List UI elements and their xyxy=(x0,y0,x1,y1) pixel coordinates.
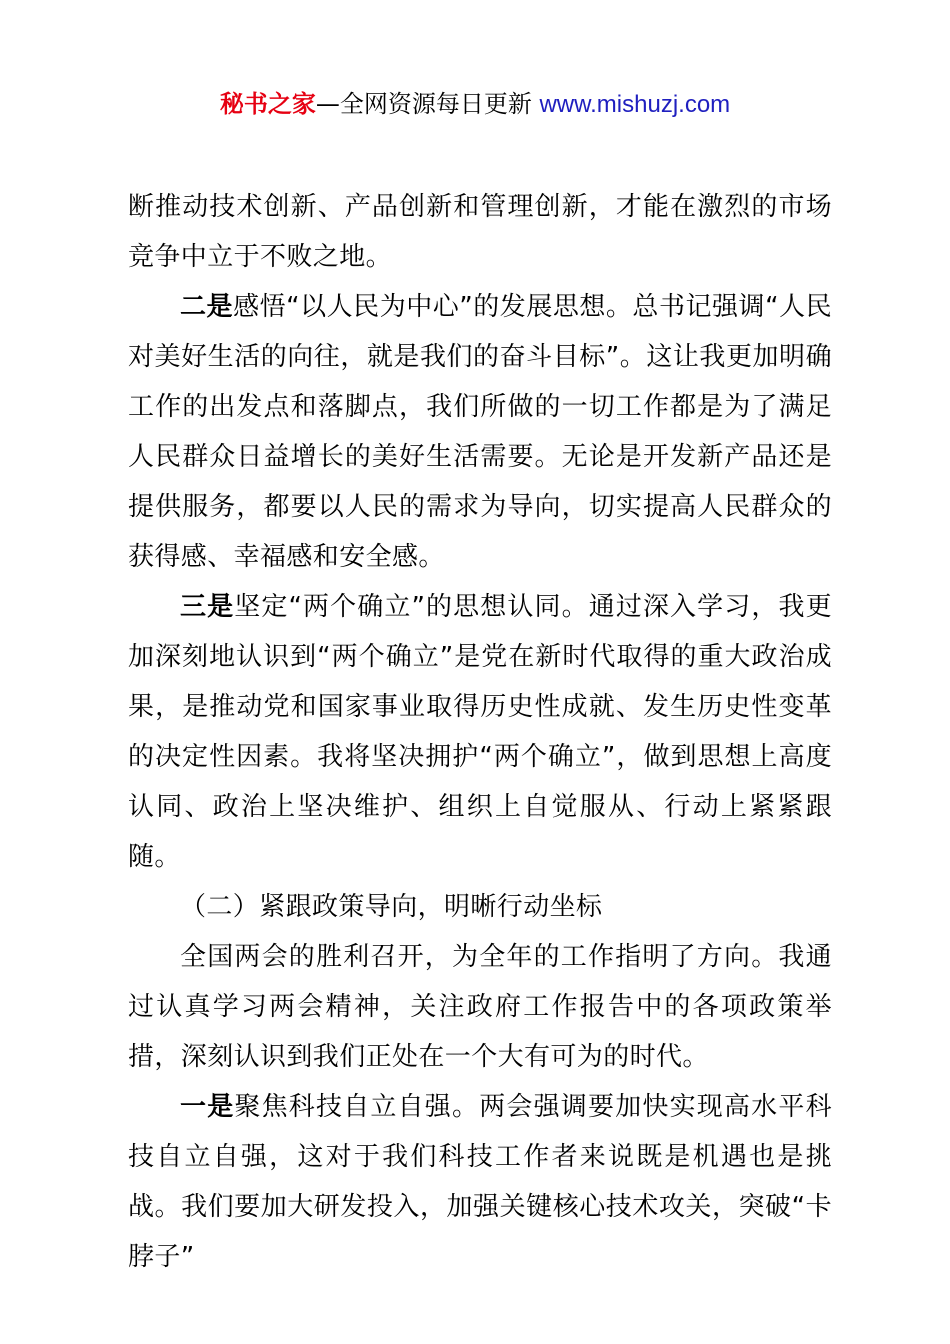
paragraph-text: 感悟“以人民为中心”的发展思想。总书记强调“人民对美好生活的向往，就是我们的奋斗目标”。这让我更加明确工作的出发点和落脚点，我们所做的一切工作都是为了满足人民群众日益增长的美好生活需要。无论是开发新产品还是提供服务，都要以人民的需求为导向，切实提高人民群众的获得感、幸福感和安全感。 xyxy=(128,292,832,572)
section-heading xyxy=(128,882,832,932)
paragraph-lead: 一是 xyxy=(180,1092,235,1122)
paragraph-lead: 二是 xyxy=(180,292,234,322)
paragraph-intro xyxy=(128,932,832,1082)
section-heading-text: （二）紧跟政策导向，明晰行动坐标 xyxy=(180,892,603,922)
site-brand: 秘书之家 xyxy=(219,90,316,118)
paragraph-text: 全国两会的胜利召开，为全年的工作指明了方向。我通过认真学习两会精神，关注政府工作报告中的各项政策举措，深刻认识到我们正处在一个大有可为的时代。 xyxy=(128,942,832,1072)
paragraph-lead: 三是 xyxy=(180,592,235,622)
paragraph-point-three xyxy=(128,582,832,882)
paragraph-continuation xyxy=(128,182,832,282)
document-body xyxy=(128,182,832,1282)
paragraph-text: 聚焦科技自立自强。两会强调要加快实现高水平科技自立自强，这对于我们科技工作者来说既是机遇也是挑战。我们要加大研发投入，加强关键核心技术攻关，突破“卡脖子” xyxy=(128,1092,832,1272)
site-tagline: —全网资源每日更新 xyxy=(315,90,540,118)
paragraph-text: 断推动技术创新、产品创新和管理创新，才能在激烈的市场竞争中立于不败之地。 xyxy=(128,192,832,272)
paragraph-point-one xyxy=(128,1082,832,1282)
site-url-link[interactable]: www.mishuzj.com xyxy=(539,91,731,118)
paragraph-point-two xyxy=(128,282,832,582)
page-header xyxy=(0,88,950,121)
paragraph-text: 坚定“两个确立”的思想认同。通过深入学习，我更加深刻地认识到“两个确立”是党在新时代取得的重大政治成果，是推动党和国家事业取得历史性成就、发生历史性变革的决定性因素。我将坚决拥护“两个确立”，做到思想上高度认同、政治上坚决维护、组织上自觉服从、行动上紧紧跟随。 xyxy=(128,592,833,872)
